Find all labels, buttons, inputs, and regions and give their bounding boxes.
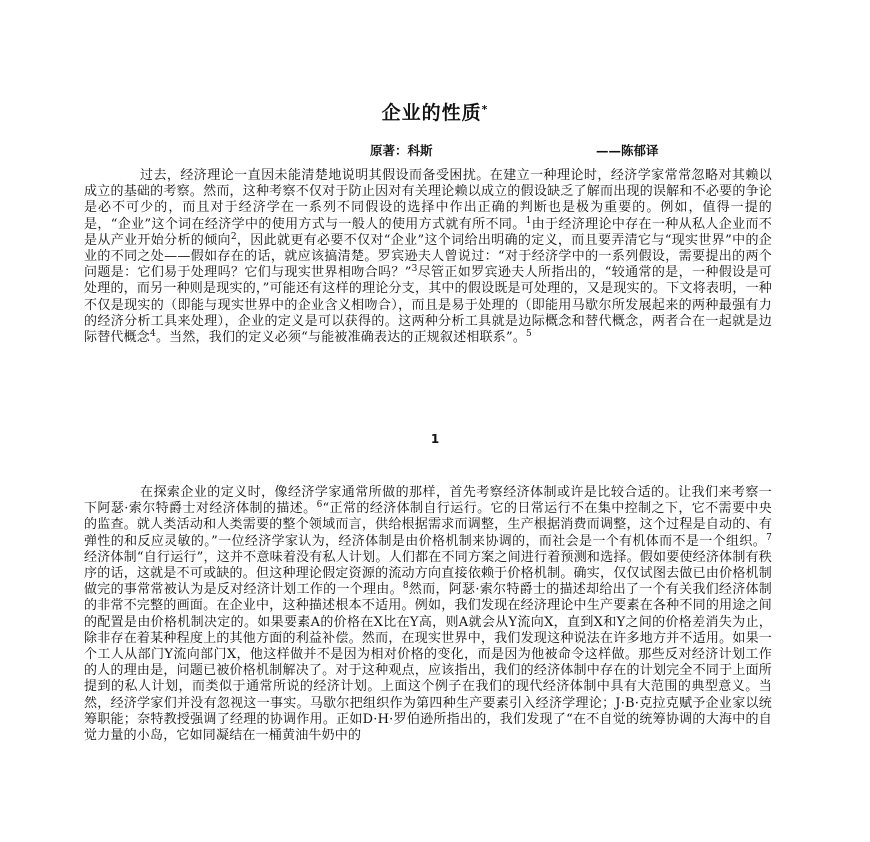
paragraph-text: 。当然，我们的定义必须“与能被准确表达的正规叙述相联系”。: [155, 330, 527, 346]
paragraph-text: 在探索企业的定义时，像经济学家通常所做的那样，首先考察经济体制或许是比较合适的。让我们来考察一下阿瑟·索尔特爵士对经济体制的描述。: [84, 485, 772, 517]
paragraph-section-1: [84, 485, 772, 744]
footnote-ref: 3: [411, 264, 418, 275]
footnote-ref: 1: [525, 215, 532, 226]
footnote-ref: 5: [526, 329, 532, 340]
paragraph-text: 尽管正如罗宾逊夫人所指出的，“较通常的是，一种假设是可处理的，而另一种则是现实的，”可能还有这样的理论分支，其中的假设既是可处理的，又是现实的。下文将表明，一种不仅是现实的（即能与现实世界中的企业含义相吻合），而且是易于处理的（即能用马歇尔所发展起来的两种最强有力的经济分析工具来处理），企业的定义是可以获得的。这两种分析工具就是边际概念和替代概念，两者合在一起就是边际替代概念: [84, 265, 773, 346]
translator-line: ——陈郁译: [596, 143, 659, 158]
paragraph-text: 经济体制“自行运行”，这并不意味着没有私人计划。人们都在不同方案之间进行着预测和选择。假如要使经济体制有秩序的话，这就是不可或缺的。但这种理论假定资源的流动方向直接依赖于价格机制。确实，仅仅试图去做已由价格机制做完的事常常被认为是反对经济计划工作的一个理由。: [84, 549, 772, 598]
title-text: 企业的性质: [381, 102, 482, 124]
footnote-ref: 6: [316, 500, 323, 511]
paragraph-text: 然而，阿瑟·索尔特爵士的描述却给出了一个有关我们经济体制的非常不完整的画面。在企业中，这种描述根本不适用。例如，我们发现在经济理论中生产要素在各种不同的用途之间的配置是由价格机制决定的。如果要素A的价格在X比在Y高，则A就会从Y流向X，直到X和Y之间的价格差消失为止，除非存在着某种程度上的其他方面的利益补偿。然而，在现实世界中，我们发现这种说法在许多地方并不适用。如果一个工人从部门Y流向部门X，他这样做并不是因为相对价格的变化，而是因为他被命令这样做。那些反对经济计划工作的人的理由是，问题已被价格机制解决了。对于这种观点，应该指出，我们的经济体制中存在的计划完全不同于上面所提到的私人计划，而类似于通常所说的经济计划。上面这个例子在我们的现代经济体制中具有大范围的典型意义。当然，经济学家们并没有忽视这一事实。马歇尔把组织作为第四种生产要素引入经济学理论；J·B·克拉克赋予企业家以统筹职能；奈特教授强调了经理的协调作用。正如D·H·罗伯逊所指出的，我们发现了“在不自觉的统筹协调的大海中的自觉力量的小岛，它如同凝结在一桶黄油牛奶中的: [84, 582, 772, 744]
footnote-ref: 7: [766, 532, 772, 543]
title-footnote-mark: *: [481, 103, 489, 116]
footnote-ref: 2: [230, 231, 237, 242]
author-line: 原著：科斯: [370, 143, 433, 158]
section-number: 1: [430, 432, 440, 446]
paragraph-intro: [84, 168, 772, 346]
article-title: [0, 98, 870, 125]
paragraph-text: 过去，经济理论一直因未能清楚地说明其假设而备受困扰。在建立一种理论时，经济学家常常忽略对其赖以成立的基础的考察。然而，这种考察不仅对于防止因对有关理论赖以成立的假设缺乏了解而出现的误解和不必要的争论是必不可少的，而且对于经济学在一系列不同假设的选择中作出正确的判断也是极为重要的。例如，值得一提的是，“企业”这个词在经济学中的使用方式与一般人的使用方式就有所不同。: [84, 168, 772, 232]
paragraph-text: “正常的经济体制自行运行。它的日常运行不在集中控制之下，它不需要中央的监查。就人类活动和人类需要的整个领域而言，供给根据需求而调整，生产根据消费而调整，这个过程是自动的、有弹性的和反应灵敏的。”一位经济学家认为，经济体制是由价格机制来协调的，而社会是一个有机体而不是一个组织。: [84, 501, 772, 549]
paragraph-text: ，因此就更有必要不仅对“企业”这个词给出明确的定义，而且要弄清它与“现实世界”中的企业的不同之处——假如存在的话，就应该搞清楚。罗宾逊夫人曾说过：“对于经济学中的一系列假设，需要提出的两个问题是：它们易于处理吗？它们与现实世界相吻合吗？”: [84, 232, 772, 281]
paragraph-text: 由于经济理论中存在一种从私人企业而不是从产业开始分析的倾向: [84, 216, 772, 248]
footnote-ref: 4: [150, 329, 156, 340]
footnote-ref: 8: [402, 581, 409, 592]
